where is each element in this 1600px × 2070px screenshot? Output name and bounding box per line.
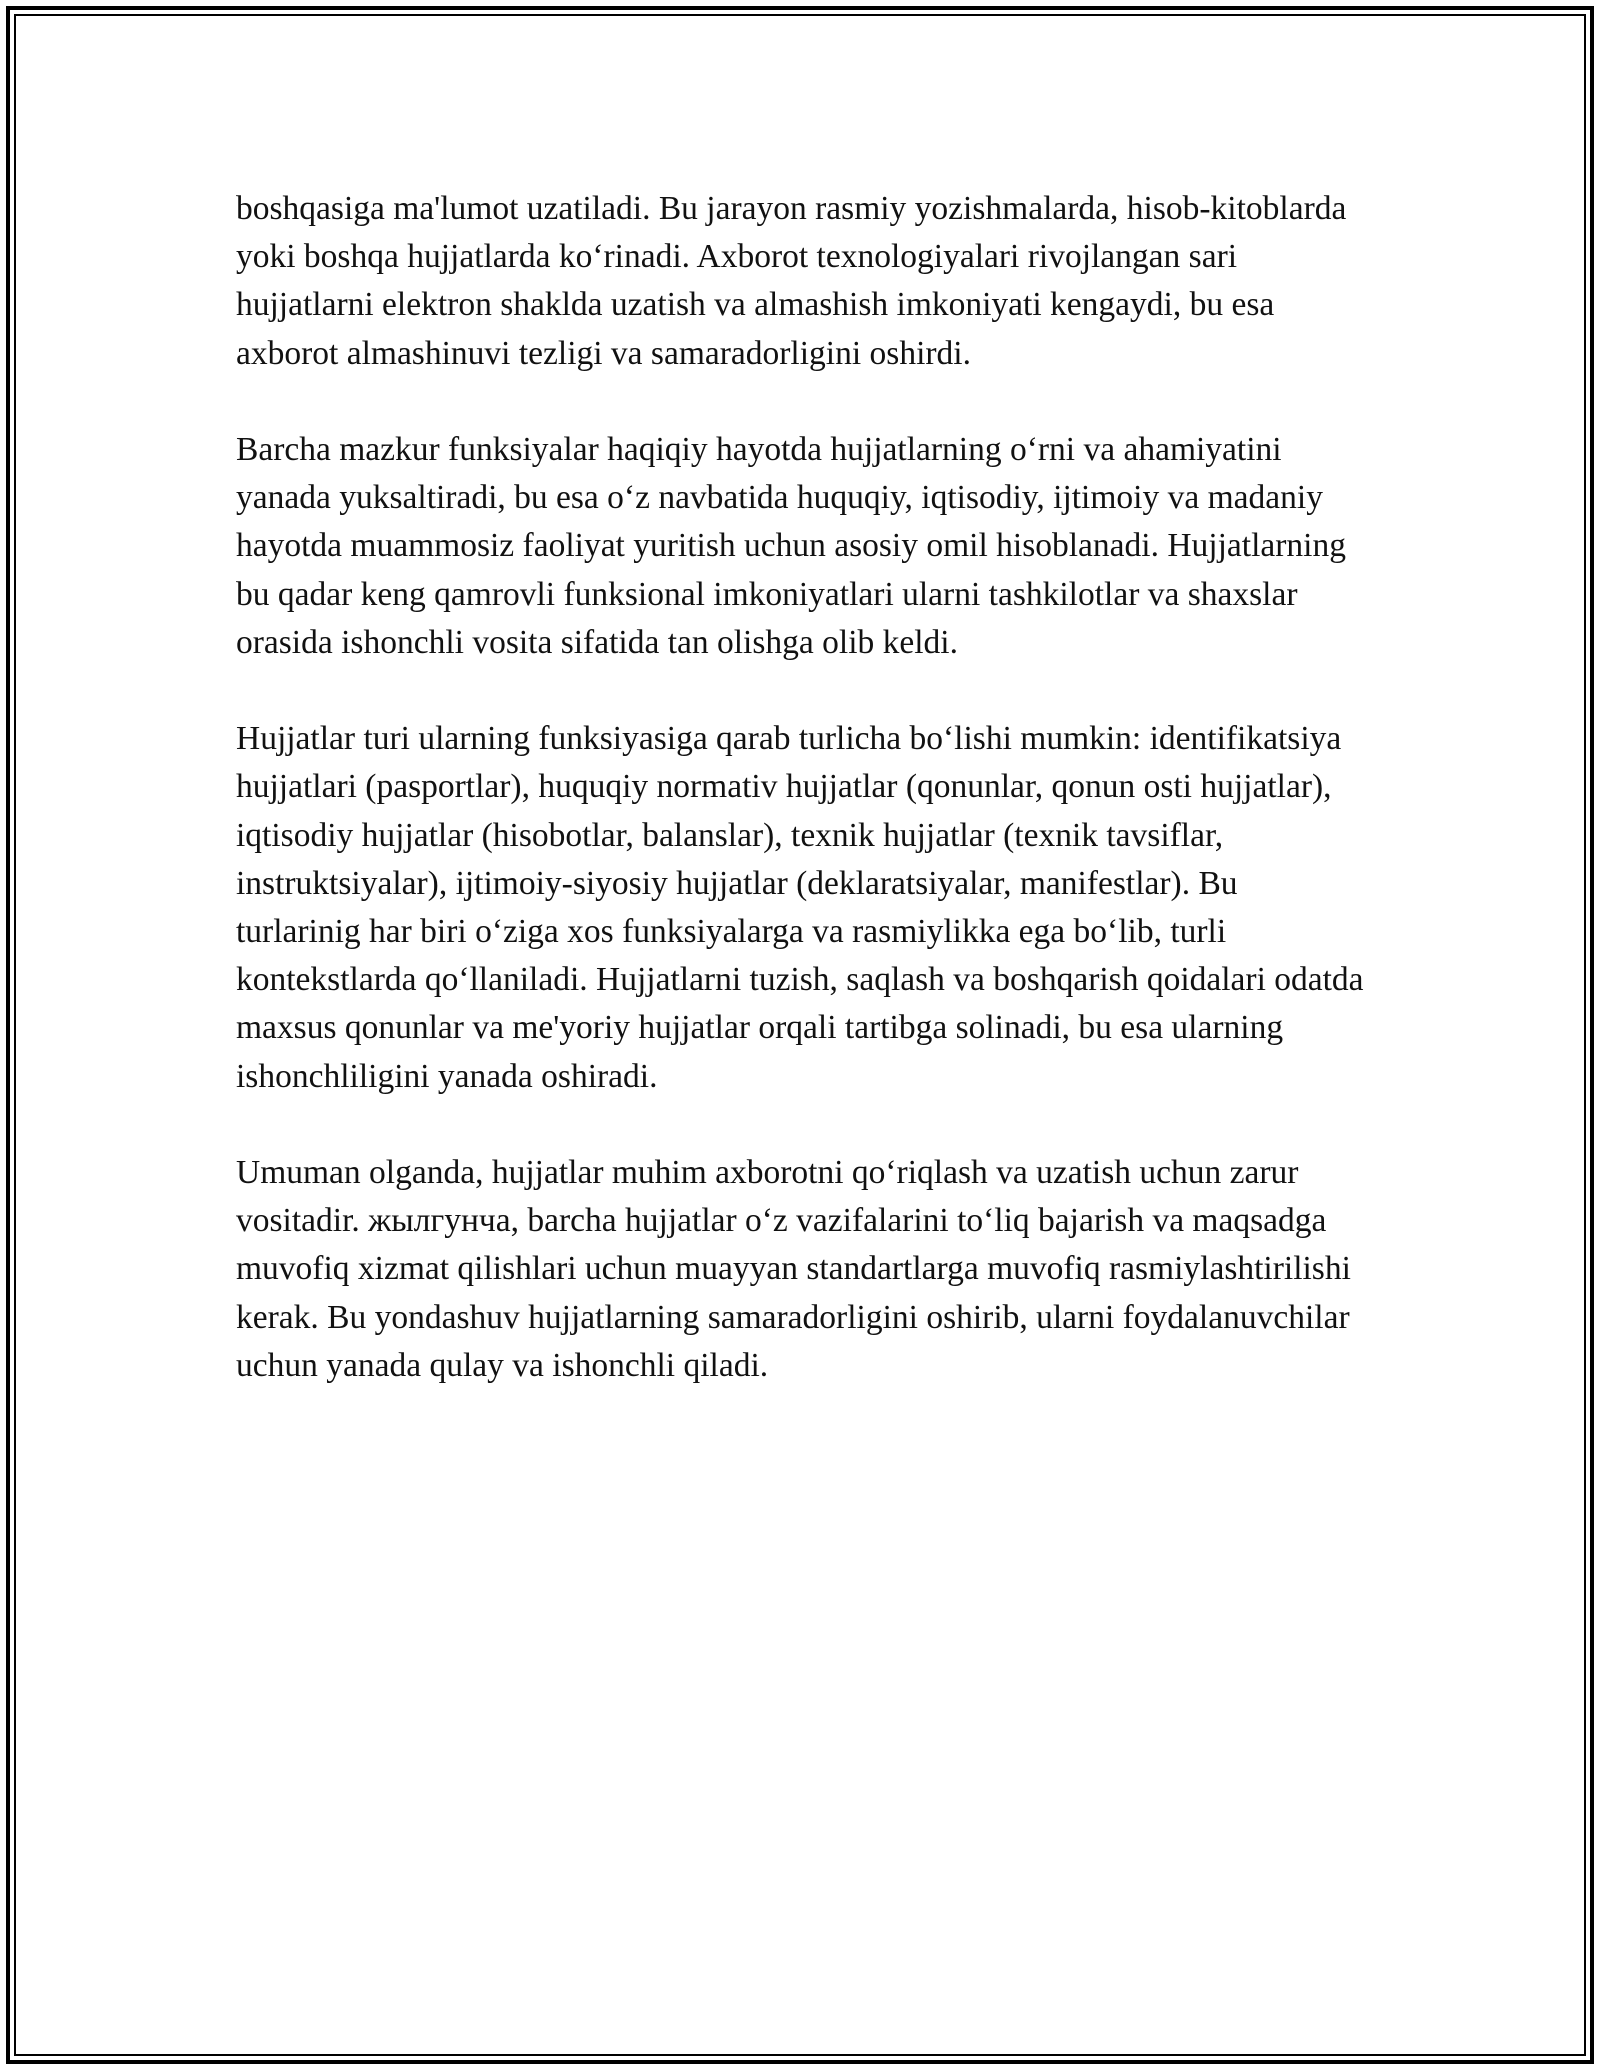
paragraph-2: Barcha mazkur funksiyalar haqiqiy hayotda hujjatlarning o‘rni va ahamiyatini yanada yuksaltiradi, bu esa o‘z navbatida huquqiy, iqtisodiy, ijtimoiy va madaniy hayotda muammosiz faoliyat yuritish uchun asosiy omil hisoblanadi. Hujjatlarning bu qadar keng qamrovli funksional imkoniyatlari ularni tashkilotlar va shaxslar orasida ishonchli vosita sifatida tan olishga olib keldi.: [236, 431, 1346, 661]
paragraph-1: boshqasiga ma'lumot uzatiladi. Bu jarayon rasmiy yozishmalarda, hisob-kitoblarda yoki boshqa hujjatlarda ko‘rinadi. Axborot texnologiyalari rivojlangan sari hujjatlarni elektron shaklda uzatish va almashish imkoniyati kengaydi, bu esa axborot almashinuvi tezligi va samaradorligini oshirdi.: [236, 190, 1347, 372]
paragraph-4: Umuman olganda, hujjatlar muhim axborotni qo‘riqlash va uzatish uchun zarur vositadir. жылгунча, barcha hujjatlar o‘z vazifalarini to‘liq bajarish va maqsadga muvofiq xizmat qilishlari uchun muayyan standartlarga muvofiq rasmiylashtirilishi kerak. Bu yondashuv hujjatlarning samaradorligini oshirib, ularni foydalanuvchilar uchun yanada qulay va ishonchli qiladi.: [236, 1154, 1351, 1384]
paragraph-3: Hujjatlar turi ularning funksiyasiga qarab turlicha bo‘lishi mumkin: identifikatsiya hujjatlari (pasportlar), huquqiy normativ hujjatlar (qonunlar, qonun osti hujjatlar), iqtisodiy hujjatlar (hisobotlar, balanslar), texnik hujjatlar (texnik tavsiflar, instruktsiyalar), ijtimoiy-siyosiy hujjatlar (deklaratsiyalar, manifestlar). Bu turlarinig har biri o‘ziga xos funksiyalarga va rasmiylikka ega bo‘lib, turli kontekstlarda qo‘llaniladi. Hujjatlarni tuzish, saqlash va boshqarish qoidalari odatda maxsus qonunlar va me'yoriy hujjatlar orqali tartibga solinadi, bu esa ularning ishonchliligini yanada oshiradi.: [236, 720, 1364, 1095]
document-body: [236, 185, 1366, 1390]
